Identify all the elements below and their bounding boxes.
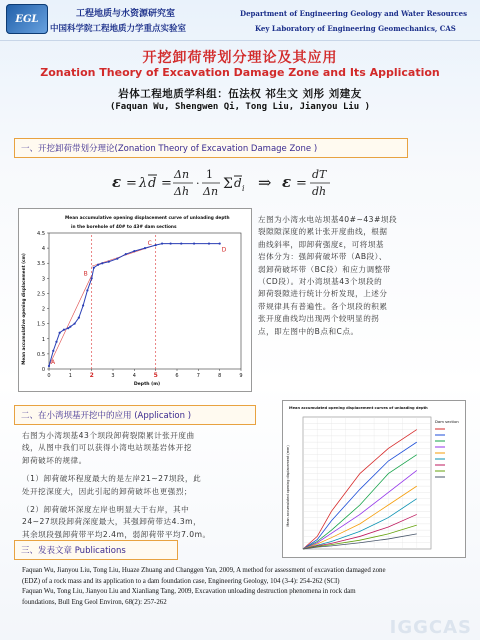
chart1-data-point	[180, 242, 182, 244]
chart1-data-point	[55, 341, 57, 343]
chart2-plot-frame	[303, 417, 431, 549]
para-line: 曲线斜率，即卸荷强度ε，可将坝基	[258, 239, 385, 249]
chart2-title: Mean accumulated opening displacement curves of unloading depth	[289, 406, 428, 410]
chart1-data-point	[48, 365, 50, 367]
title-cn: 开挖卸荷带划分理论及其应用	[142, 50, 338, 66]
chart1-data-point	[97, 264, 99, 266]
eq-equals-1: =	[126, 176, 137, 191]
chart1-curve	[49, 244, 220, 366]
reference-line: Faquan Wu, Tong Liu, Jianyou Liu and Xianliang Tang, 2009, Excavation unloading destruction phenomena in rock dam	[22, 588, 356, 596]
header-cn-line1: 工程地质与水资源研究室	[76, 9, 176, 19]
chart1-data-point	[170, 242, 172, 244]
chart1-ytick-label: 2.5	[37, 291, 45, 298]
application-text	[22, 430, 272, 541]
chart1-data-point	[116, 258, 118, 260]
para-line: 裂隙隙深度的累计张开度曲线，根据	[258, 227, 388, 237]
authors-cn: 岩体工程地质学科组：伍法权 祁生文 刘彤 刘建友	[118, 88, 362, 100]
chart1-xtick-label: 7	[196, 373, 200, 379]
chart1-xtick-label: 3	[111, 373, 115, 379]
logo-text: EGL	[15, 13, 39, 25]
chart1-xlabel: Depth (m)	[133, 382, 161, 387]
eq-delta-n-2: Δn	[203, 185, 219, 198]
header-cn-line2: 中国科学院工程地质力学重点实验室	[50, 24, 187, 34]
eq-one: 1	[206, 168, 213, 181]
header-divider	[0, 40, 480, 41]
chart1-data-point	[74, 323, 76, 325]
chart2-legend-title: Dam section	[435, 419, 459, 424]
eq-epsilon: ε	[112, 173, 122, 191]
chart1-data-point	[144, 247, 146, 249]
dam-section-curves-chart-svg	[283, 401, 465, 557]
chart1-ytick-label: 4.5	[37, 231, 45, 237]
para-line: 右图为小湾坝基43个坝段卸荷裂隙累计张开度曲	[22, 431, 195, 440]
authors-en: (Faquan Wu, Shengwen Qi, Tong Liu, Jianyou Liu )	[109, 102, 371, 112]
reference-line: (EDZ) of a rock mass and its application to a dam foundation case, Engineering Geology, 104 (3-4): 254-262 (SCI)	[22, 577, 340, 585]
chart1-data-point	[155, 244, 157, 246]
para-line: 其余坝段强卸荷带平均2.4m，弱卸荷带平均7.0m。	[22, 529, 211, 539]
chart1-data-point	[133, 250, 135, 252]
header-en-line1: Department of Engineering Geology and Water Resources	[240, 9, 468, 18]
chart1-plot-frame	[49, 233, 241, 369]
para-line: 岩体分为：强卸荷破坏带（AB段）、	[258, 252, 388, 262]
egl-logo	[6, 4, 48, 34]
chart1-data-point	[108, 261, 110, 263]
chart1-ytick-label: 3	[41, 276, 45, 283]
para-line: （CD段）。对小湾坝基43个坝段的	[258, 277, 383, 287]
chart1-data-point	[91, 277, 93, 279]
chart2-ylabel: Mean accumulated opening displacement (mm)	[286, 445, 290, 527]
para-line: （1）卸荷破坏程度最大的是左岸21~27坝段，此	[22, 474, 202, 484]
chart1-data-point	[101, 262, 103, 264]
chart1-data-point	[59, 332, 61, 334]
chart1-ytick-label: 1	[41, 336, 45, 343]
title-en: Zonation Theory of Excavation Damage Zone and Its Application	[40, 66, 440, 79]
reference-line: foundations, Bull Eng Geol Environ, 68(2): 257-262	[22, 598, 167, 606]
eq-dT: dT	[312, 168, 327, 181]
para-line: 弱卸荷破坏带（BC段）和应力调整带	[258, 264, 391, 274]
eq-lambda: λ	[139, 176, 148, 191]
chart1-subtitle: in the borehole of 40# to 43# dam sections	[71, 225, 177, 230]
zonation-description	[258, 214, 468, 338]
chart1-data-point	[78, 317, 80, 319]
unloading-depth-chart-svg	[19, 209, 251, 391]
eq-arrow: ⇒	[258, 173, 272, 192]
para-line: 张开度曲线均出现两个较明显的拐	[258, 314, 380, 324]
chart1-data-point	[52, 350, 54, 352]
eq-dh: dh	[312, 185, 327, 198]
chart1-xtick-label: 9	[239, 373, 243, 379]
chart1-xtick-highlight-2: 2	[89, 372, 94, 379]
eq-epsilon-2: ε	[282, 173, 292, 191]
chart1-xtick-highlight-5: 5	[153, 372, 158, 379]
chart1-data-point	[161, 242, 163, 244]
chart1-data-point	[86, 289, 88, 291]
eq-dbar: d	[148, 176, 157, 191]
chart1-data-point	[125, 253, 127, 255]
zonation-equation	[110, 162, 350, 202]
chart1-point-d-label: D	[221, 246, 227, 254]
chart1-point-b-label: B	[83, 270, 88, 278]
chart1-slope-line-ab	[49, 275, 92, 366]
chart1-title: Mean accumulative opening displacement curve of unloading depth	[65, 216, 230, 221]
chart1-ytick-label: 3.5	[37, 261, 45, 268]
eq-dot: ·	[196, 177, 200, 190]
iggcas-watermark: IGGCAS	[389, 617, 472, 638]
para-line: 左图为小湾水电站坝基40#~43#坝段	[258, 215, 398, 224]
chart1-data-point	[93, 267, 95, 269]
chart1-xtick-label: 8	[218, 373, 222, 379]
chart1-data-point	[67, 327, 69, 329]
header-en-line2: Key Laboratory of Engineering Geomechanics, CAS	[255, 24, 456, 33]
chart1-data-point	[82, 304, 84, 306]
dam-section-curves-chart	[282, 400, 466, 558]
para-line: 线，从图中我们可以获得小湾电站坝基岩体开挖	[22, 443, 192, 453]
eq-sub-i: i	[242, 184, 245, 193]
eq-delta-n: Δn	[174, 168, 190, 181]
chart1-data-point	[219, 242, 221, 244]
chart1-data-point	[69, 326, 71, 328]
references-list	[22, 566, 468, 608]
para-line: （2）卸荷破坏深度左岸也明显大于右岸，其中	[22, 505, 190, 515]
chart1-data-point	[208, 242, 210, 244]
chart1-xtick-label: 4	[132, 373, 136, 379]
chart1-data-point	[63, 329, 65, 331]
eq-delta-h: Δh	[174, 185, 190, 198]
chart1-point-a-label: A	[51, 358, 56, 366]
chart1-data-point	[193, 242, 195, 244]
para-line: 带规律具有普遍性。各个坝段的积累	[258, 301, 388, 311]
para-line: 卸荷裂隙进行统计分析发现，上述分	[258, 289, 388, 299]
eq-dbar-i: d	[234, 176, 242, 190]
chart1-ylabel: Mean accumulative opening displacement (cm)	[21, 253, 26, 365]
reference-line: Faquan Wu, Jianyou Liu, Tong Liu, Huaze Zhuang and Changgen Yan, 2009, A method for assessment of excavation damaged zone	[22, 567, 386, 574]
chart1-xtick-label: 6	[175, 373, 179, 379]
section1-heading: 一、开挖卸荷带划分理论(Zonation Theory of Excavation Damage Zone )	[14, 138, 408, 158]
chart1-ytick-label: 0.5	[37, 351, 45, 358]
chart1-xtick-label: 0	[47, 373, 51, 379]
section3-heading: 三、发表文章 Publications	[14, 540, 178, 560]
unloading-depth-chart	[18, 208, 252, 392]
chart1-ytick-label: 4	[41, 246, 45, 253]
eq-equals-3: =	[296, 176, 307, 191]
section2-heading: 二、在小湾坝基开挖中的应用 (Application )	[14, 405, 256, 425]
para-line: 24~27坝段卸荷深度最大，其强卸荷带达4.3m，	[22, 517, 202, 527]
para-line: 卸荷破坏的规律。	[22, 455, 87, 465]
para-line: 处开挖深度大，因此引起的卸荷破坏也更强烈；	[22, 486, 192, 496]
chart1-ytick-label: 2	[41, 306, 45, 313]
chart1-xtick-label: 1	[68, 373, 72, 379]
chart1-ytick-label: 1.5	[37, 321, 45, 328]
eq-sigma: Σ	[223, 176, 233, 192]
para-line: 点，即左图中的B点和C点。	[258, 326, 359, 336]
chart1-point-c-label: C	[147, 240, 152, 248]
eq-equals-2: =	[161, 176, 172, 191]
chart1-ytick-label: 0	[41, 367, 45, 373]
